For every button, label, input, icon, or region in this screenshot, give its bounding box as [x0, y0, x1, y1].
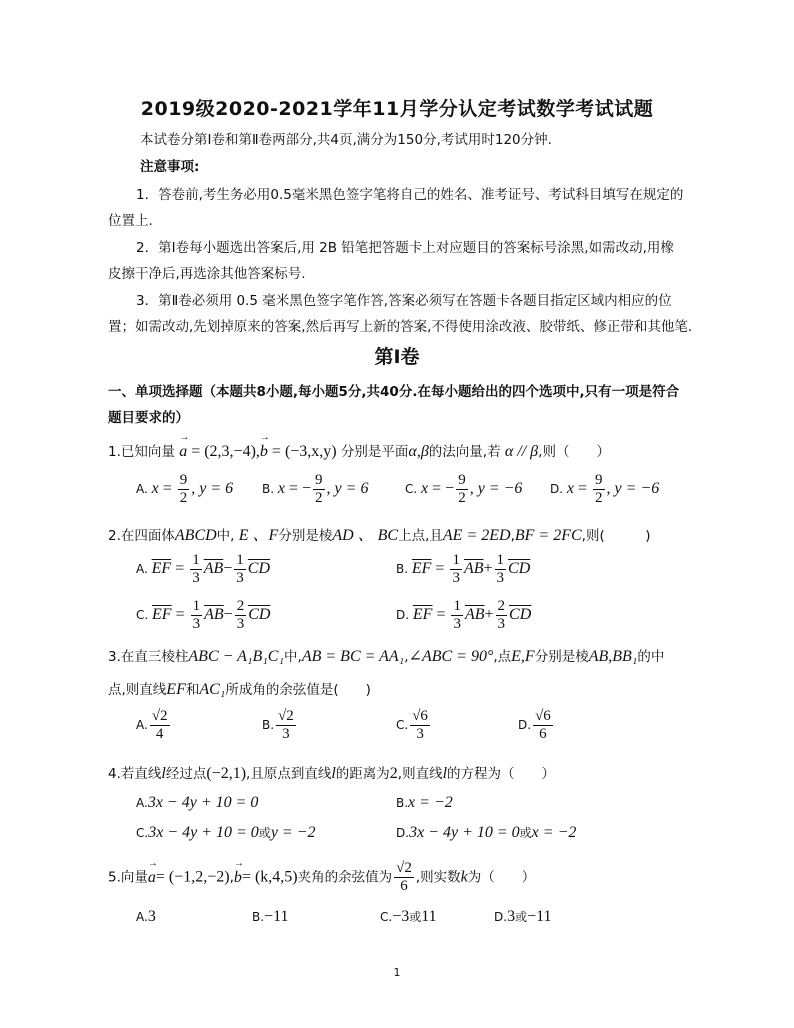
question-1: 1.已知向量 → a = (2,3,−4),→ b = (−3,x,y) 分别是平面α,β的法向量,若 α // β,则（ ）: [108, 440, 610, 461]
q4-option-a[interactable]: A.3x − 4y + 10 = 0: [136, 794, 259, 811]
q5-option-c[interactable]: C.−3或11: [380, 908, 437, 925]
q4-option-d[interactable]: D.3x − 4y + 10 = 0或x = −2: [396, 824, 577, 841]
q1-mid2: 的法向量,若: [428, 444, 501, 460]
question-4: 4.若直线l经过点(−2,1),且原点到直线l的距离为2,则直线l的方程为（ ）: [108, 765, 556, 782]
q2-option-c[interactable]: C. $\overline{EF}$ = $\frac{1}{3}$ $\overline{AB}-$ $\frac{2}{3}$ $\overline{CD}$: [136, 598, 271, 632]
vector-a-symbol: → a: [179, 443, 187, 461]
q1-option-c[interactable]: C. x = − $\frac{9}{2}$ , y = −6: [405, 472, 523, 506]
q5-option-a[interactable]: A.3: [136, 908, 156, 925]
q1-end: ,则（ ）: [538, 444, 610, 460]
section-heading: 第Ⅰ卷: [374, 346, 420, 368]
part-1-heading-line-1: 一、单项选择题（本题共8小题,每小题5分,共40分.在每小题给出的四个选项中,只有一项是符合: [108, 384, 680, 400]
q1-parallel: α // β: [504, 443, 539, 460]
exam-title: 2019级2020-2021学年11月学分认定考试数学考试试题: [140, 98, 654, 120]
q3-option-c[interactable]: C. $\frac{√6}{3}$: [396, 708, 428, 742]
q4-option-c[interactable]: C.3x − 4y + 10 = 0或y = −2: [136, 824, 316, 841]
note-1-line-1: 1．答卷前,考生务必用0.5毫米黑色签字笔将自己的姓名、准考证号、考试科目填写在规定的: [136, 187, 684, 203]
q1-mid: 分别是平面: [340, 444, 409, 460]
q3-option-d[interactable]: D. $\frac{√6}{6}$: [518, 708, 551, 742]
note-1-line-2: 位置上.: [108, 213, 153, 229]
page-number: 1: [393, 966, 401, 979]
question-5: 5.向量→ a= (−1,2,−2),→ b= (k,4,5)夹角的余弦值为 $\frac{√2}{6}$ ,则实数k为（ ）: [108, 860, 535, 895]
note-3-line-1: 3．第Ⅱ卷必须用 0.5 毫米黑色签字笔作答,答案必须写在答题卡各题目指定区域内相应的位: [136, 293, 672, 309]
question-3-line-2: 点,则直线EF和AC₁所成角的余弦值是( ): [108, 681, 371, 698]
question-2: 2.在四面体ABCD中, E 、F分别是棱AD 、 BC上点,且AE = 2ED,BF = 2FC,则( ): [108, 527, 651, 544]
intro-text: 本试卷分第Ⅰ卷和第Ⅱ卷两部分,共4页,满分为150分,考试用时120分钟.: [140, 132, 552, 148]
note-2-line-1: 2．第Ⅰ卷每小题选出答案后,用 2B 铅笔把答题卡上对应题目的答案标号涂黑,如需改动,用橡: [136, 240, 674, 256]
q1-planes: α,β: [408, 443, 429, 460]
q3-option-a[interactable]: A. $\frac{√2}{4}$: [136, 708, 168, 742]
question-3-line-1: 3.在直三棱柱ABC − A₁B₁C₁中,AB = BC = AA₁,∠ABC = 90°,点E,F分别是棱AB,BB₁的中: [108, 648, 665, 665]
q2-option-b[interactable]: B. $\overline{EF}$ = $\frac{1}{3}$ $\overline{AB}+$ $\frac{1}{3}$ $\overline{CD}$: [396, 552, 531, 586]
part-1-heading-line-2: 题目要求的）: [108, 410, 189, 426]
q5-option-d[interactable]: D.3或−11: [494, 908, 552, 925]
q4-option-b[interactable]: B.x = −2: [396, 794, 453, 811]
vector-b-symbol: → b: [260, 443, 268, 461]
note-3-line-2: 置；如需改动,先划掉原来的答案,然后再写上新的答案,不得使用涂改液、胶带纸、修正带和其他笔.: [108, 319, 693, 335]
note-2-line-2: 皮擦干净后,再选涂其他答案标号.: [108, 266, 306, 282]
q1-option-d[interactable]: D. x = $\frac{9}{2}$ , y = −6: [550, 472, 660, 506]
q2-option-d[interactable]: D. $\overline{EF}$ = $\frac{1}{3}$ $\overline{AB}+$ $\frac{2}{3}$ $\overline{CD}$: [396, 598, 532, 632]
q1-vector-b: (−3,x,y): [284, 443, 337, 460]
q3-option-b[interactable]: B. $\frac{√2}{3}$: [262, 708, 294, 742]
q2-option-a[interactable]: A. $\overline{EF}$ = $\frac{1}{3}$ $\overline{AB}-$ $\frac{1}{3}$ $\overline{CD}$: [136, 552, 271, 586]
q5-option-b[interactable]: B.−11: [252, 908, 289, 925]
notes-heading: 注意事项:: [140, 159, 200, 175]
q1-vector-a: (2,3,−4): [204, 443, 256, 460]
q1-lead: 1.已知向量: [108, 444, 175, 460]
q1-option-a[interactable]: A. x = $\frac{9}{2}$ , y = 6: [136, 472, 234, 506]
q1-option-b[interactable]: B. x = − $\frac{9}{2}$ , y = 6: [262, 472, 369, 506]
